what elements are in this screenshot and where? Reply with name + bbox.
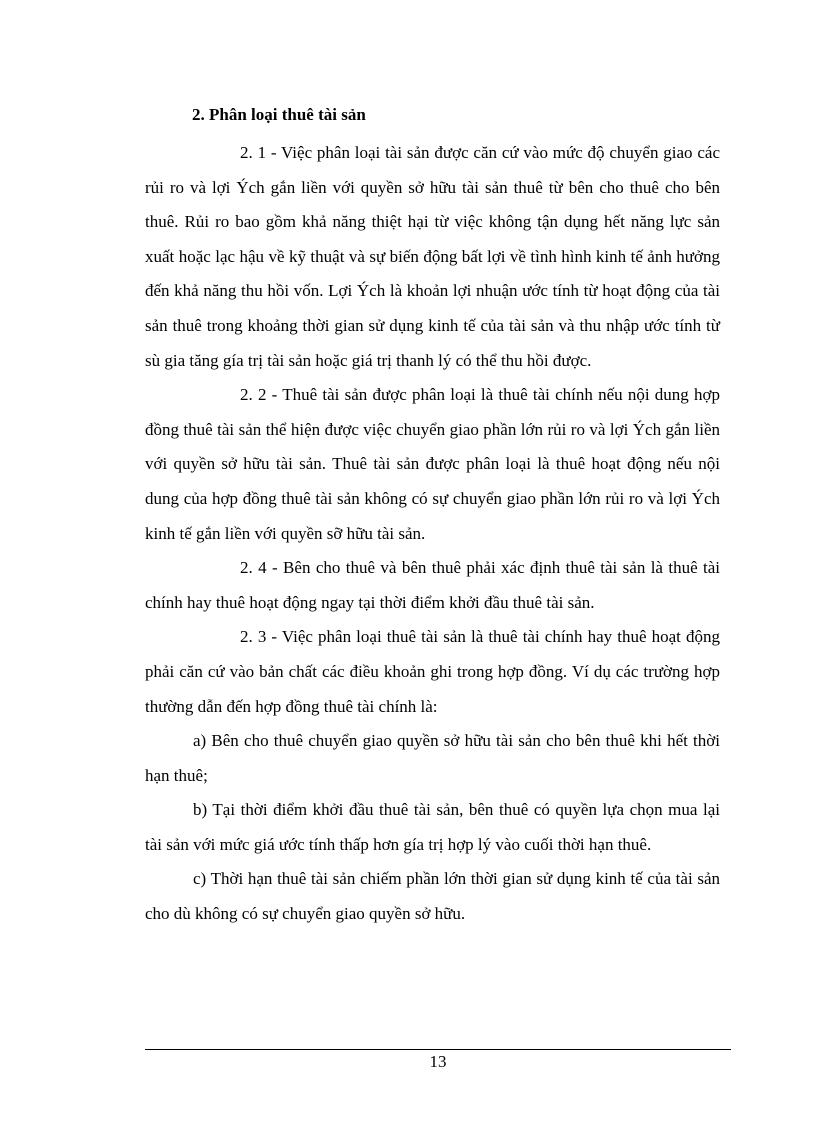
page-number: 13 [429, 1052, 447, 1071]
section-heading: 2. Phân loại thuê tài sản [192, 105, 366, 124]
list-item-b: b) Tại thời điểm khởi đầu thuê tài sản, bên thuê có quyền lựa chọn mua lại tài sản với mức giá ước tính thấp hơn gía trị hợp lý vào cuối thời hạn thuê. [145, 800, 720, 854]
paragraph-2-4: 2. 4 - Bên cho thuê và bên thuê phải xác định thuê tài sản là thuê tài chính hay thuê hoạt động ngay tại thời điểm khởi đầu thuê tài sản. [145, 558, 720, 612]
footer-divider [145, 1049, 731, 1050]
paragraph-2-2: 2. 2 - Thuê tài sản được phân loại là thuê tài chính nếu nội dung hợp đồng thuê tài sản thể hiện được việc chuyển giao phần lớn rủi ro và lợi Ých gắn liền với quyền sở hữu tài sản. Thuê tài sản được phân loại là thuê hoạt động nếu nội dung của hợp đồng thuê tài sản không có sự chuyển giao phần lớn rủi ro và lợi Ých kinh tế gắn liền với quyền sỡ hữu tài sản. [145, 385, 720, 543]
list-item-c: c) Thời hạn thuê tài sản chiếm phần lớn thời gian sử dụng kinh tế của tài sản cho dù không có sự chuyển giao quyền sở hữu. [145, 869, 720, 924]
list-item-a: a) Bên cho thuê chuyển giao quyền sở hữu tài sản cho bên thuê khi hết thời hạn thuê; [145, 731, 720, 785]
body-text [145, 136, 720, 932]
paragraph-2-1: 2. 1 - Việc phân loại tài sản được căn cứ vào mức độ chuyển giao các rủi ro và lợi Ých gắn liền với quyền sở hữu tài sản thuê từ bên cho thuê cho bên thuê. Rủi ro bao gồm khả năng thiệt hại từ việc không tận dụng hết năng lực sản xuất hoặc lạc hậu về kỹ thuật và sự biến động bất lợi về tình hình kinh tế ảnh hưởng đến khả năng thu hồi vốn. Lợi Ých là khoản lợi nhuận ước tính từ hoạt động của tài sản thuê trong khoảng thời gian sử dụng kinh tế của tài sản và thu nhập ước tính từ sù gia tăng gía trị tài sản hoặc giá trị thanh lý có thể thu hồi được. [145, 143, 720, 370]
paragraph-2-3: 2. 3 - Việc phân loại thuê tài sản là thuê tài chính hay thuê hoạt động phải căn cứ vào bản chất các điều khoản ghi trong hợp đồng. Ví dụ các trường hợp thường dẫn đến hợp đồng thuê tài chính là: [145, 627, 720, 716]
